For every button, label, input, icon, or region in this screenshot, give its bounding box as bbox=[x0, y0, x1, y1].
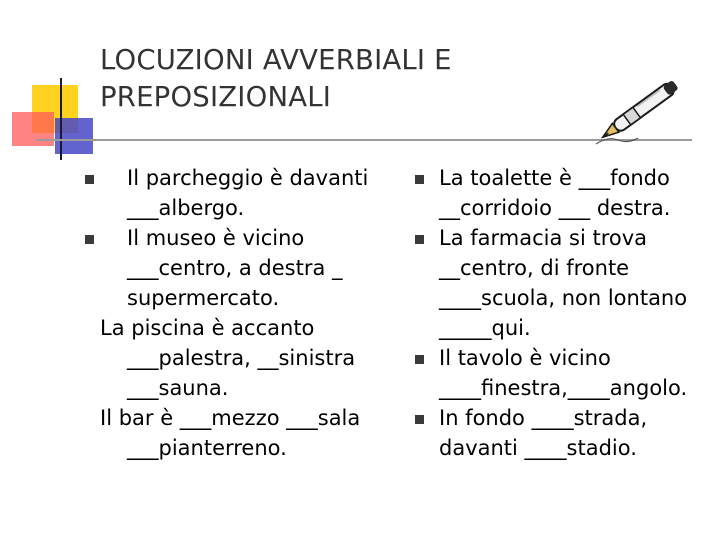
bullet-square-icon bbox=[415, 175, 424, 184]
bullet-square-icon bbox=[85, 235, 94, 244]
list-item-text: La toalette è ___fondo __corridoio ___ destra. bbox=[439, 166, 671, 220]
decor-vertical-line bbox=[60, 78, 62, 160]
pen-icon bbox=[588, 70, 694, 150]
plain-line: La piscina è accanto ___palestra, __sinistra ___sauna. bbox=[100, 316, 356, 400]
bullet-square-icon bbox=[415, 415, 424, 424]
bullet-square-icon bbox=[85, 175, 94, 184]
slide-title-line-1: LOCUZIONI AVVERBIALI E bbox=[100, 44, 452, 76]
list-item-text: La farmacia si trova __centro, di fronte ____scuola, non lontano _____qui. bbox=[439, 226, 688, 340]
left-column bbox=[100, 163, 390, 463]
list-item-text: In fondo ____strada, davanti ____stadio. bbox=[439, 406, 648, 460]
list-item-text: Il museo è vicino ___centro, a destra _ supermercato. bbox=[127, 226, 343, 310]
list-item bbox=[412, 343, 712, 403]
bullet-square-icon bbox=[415, 355, 424, 364]
slide-title-line-2: PREPOSIZIONALI bbox=[100, 81, 332, 113]
list-item bbox=[412, 223, 712, 343]
list-item bbox=[412, 163, 712, 223]
list-item bbox=[100, 163, 390, 223]
list-item-text: Il tavolo è vicino ____finestra,____angolo. bbox=[439, 346, 688, 400]
list-item bbox=[100, 223, 390, 313]
list-item-text: Il parcheggio è davanti ___albergo. bbox=[127, 166, 369, 220]
list-item bbox=[412, 403, 712, 463]
slide-title bbox=[100, 42, 620, 116]
right-column bbox=[412, 163, 712, 463]
bullet-square-icon bbox=[415, 235, 424, 244]
plain-line: Il bar è ___mezzo ___sala ___pianterreno. bbox=[100, 406, 361, 460]
